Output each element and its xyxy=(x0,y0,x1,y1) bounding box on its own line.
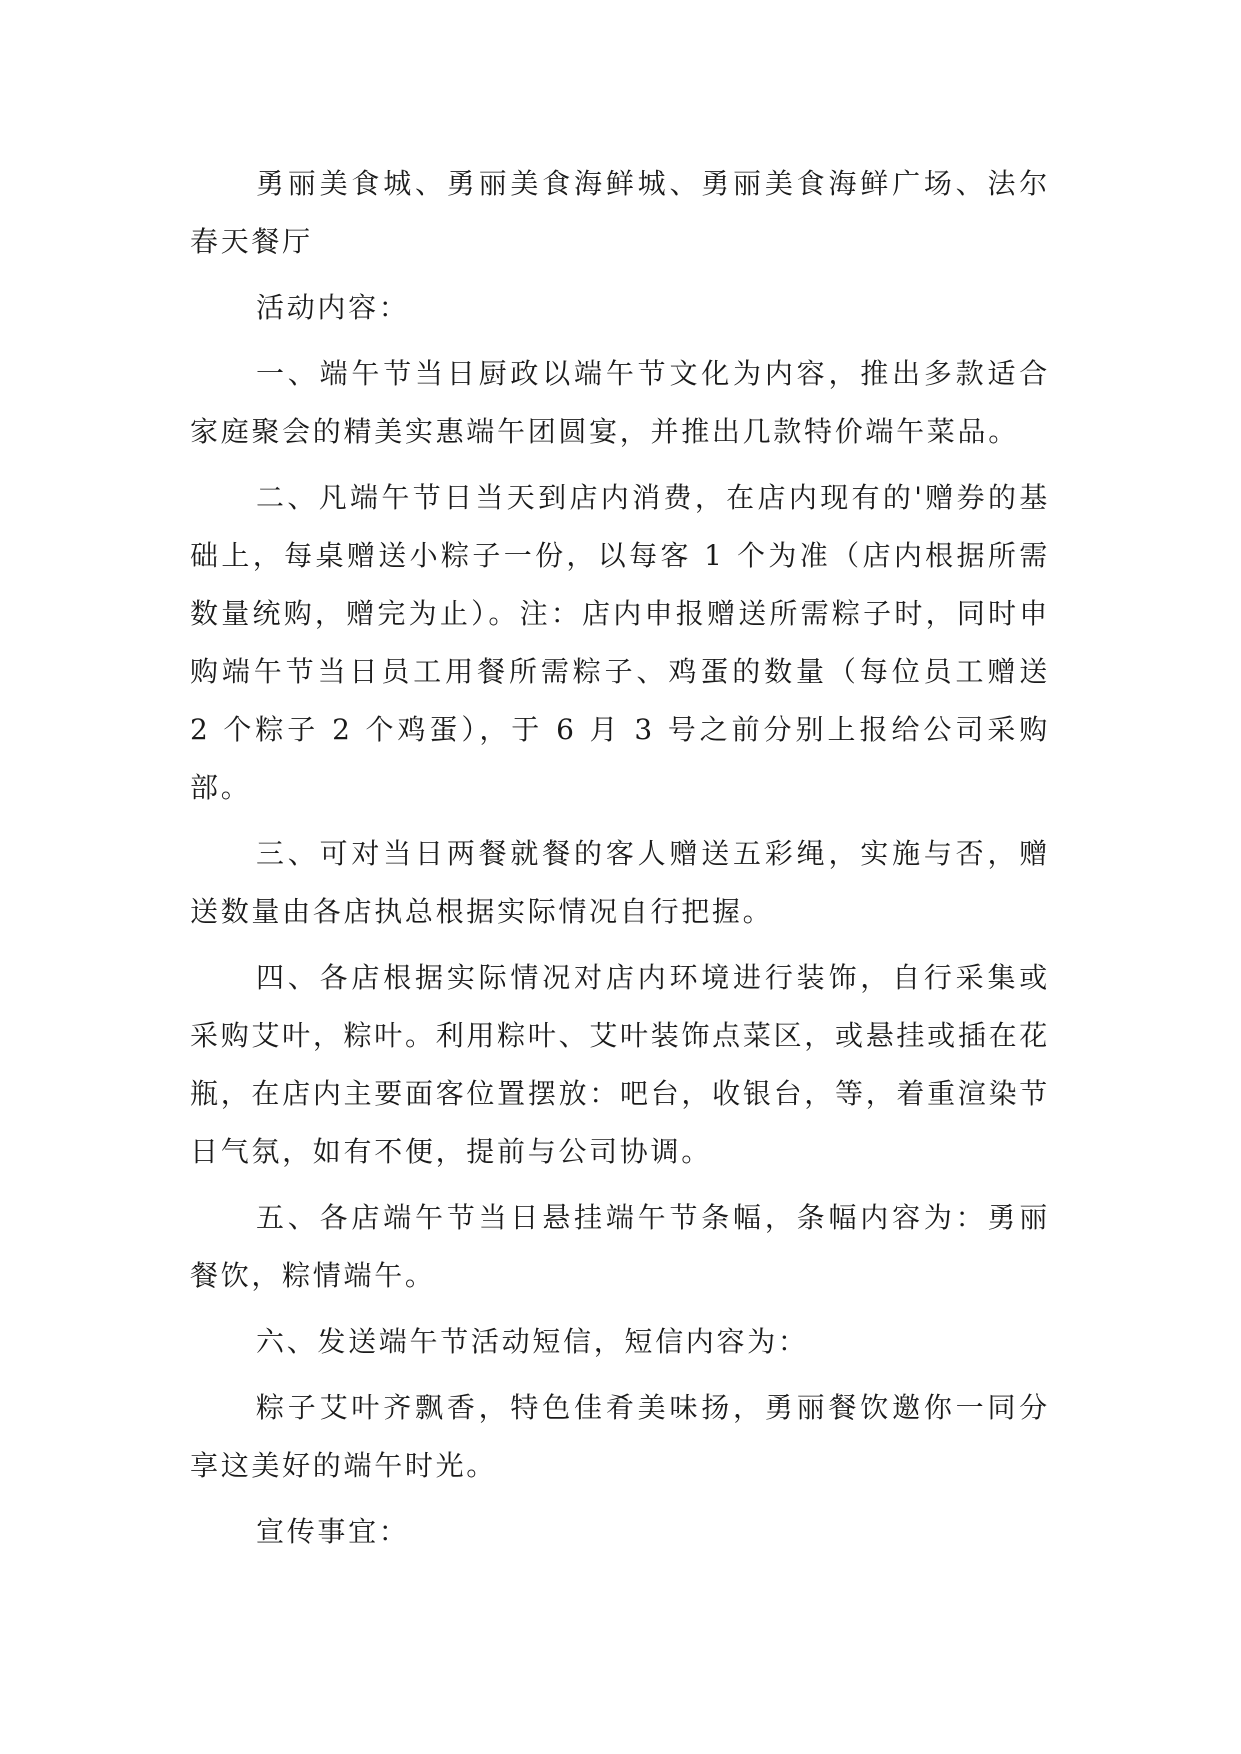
paragraph-item-5: 五、各店端午节当日悬挂端午节条幅，条幅内容为：勇丽餐饮，粽情端午。 xyxy=(190,1201,1050,1292)
document-body xyxy=(190,155,1050,1569)
paragraph-item-1: 一、端午节当日厨政以端午节文化为内容，推出多款适合家庭聚会的精美实惠端午团圆宴，并推出几款特价端午菜品。 xyxy=(190,357,1050,448)
heading-activity-content: 活动内容： xyxy=(256,291,410,324)
heading-publicity: 宣传事宜： xyxy=(256,1515,410,1548)
paragraph-venues: 勇丽美食城、勇丽美食海鲜城、勇丽美食海鲜广场、法尔春天餐厅 xyxy=(190,167,1050,258)
paragraph-item-4: 四、各店根据实际情况对店内环境进行装饰，自行采集或采购艾叶，粽叶。利用粽叶、艾叶装饰点菜区，或悬挂或插在花瓶，在店内主要面客位置摆放：吧台，收银台，等，着重渲染节日气氛，如有不便，提前与公司协调。 xyxy=(190,961,1050,1168)
paragraph-sms-text: 粽子艾叶齐飘香，特色佳肴美味扬，勇丽餐饮邀你一同分享这美好的端午时光。 xyxy=(190,1391,1050,1482)
paragraph-item-2: 二、凡端午节日当天到店内消费，在店内现有的'赠券的基础上，每桌赠送小粽子一份，以每客 1 个为准（店内根据所需数量统购，赠完为止）。注：店内申报赠送所需粽子时，同时申购端午节当日员工用餐所需粽子、鸡蛋的数量（每位员工赠送 2 个粽子 2 个鸡蛋），于 6 月 3 号之前分别上报给公司采购部。 xyxy=(190,481,1050,804)
paragraph-item-3: 三、可对当日两餐就餐的客人赠送五彩绳，实施与否，赠送数量由各店执总根据实际情况自行把握。 xyxy=(190,837,1050,928)
paragraph-item-6: 六、发送端午节活动短信，短信内容为： xyxy=(256,1325,809,1358)
